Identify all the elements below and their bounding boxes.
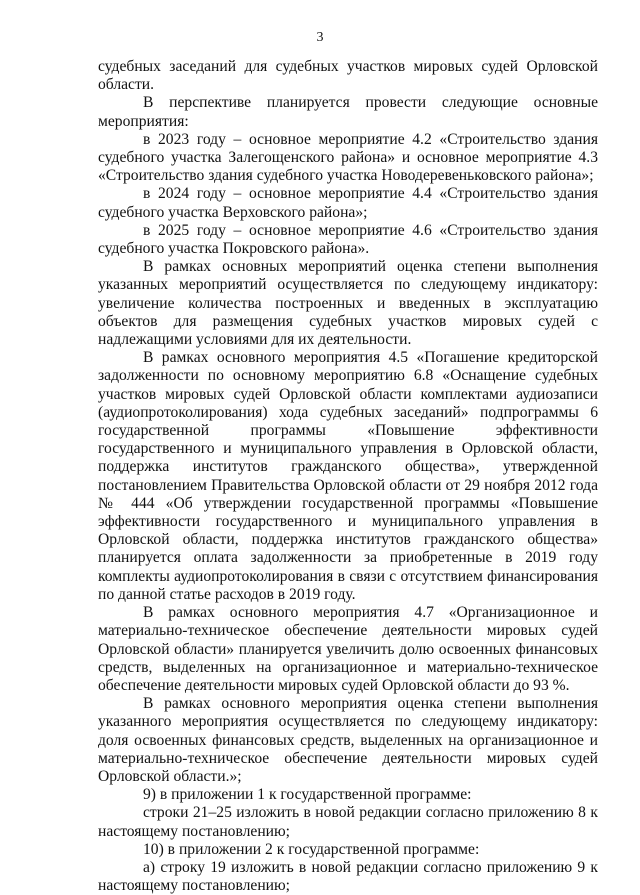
- paragraph: В рамках основного мероприятия 4.5 «Погашение кредиторской задолженности по основному мероприятию 6.8 «Оснащение судебных участков мировых судей Орловской области комплектами аудиозаписи (аудиопротоколирования) хода судебных заседаний» подпрограммы 6 государственной программы «Повышение эффективности государственного и муниципального управления в Орловской области, поддержка институтов гражданского общества», утвержденной постановлением Правительства Орловской области от 29 ноября 2012 года № 444 «Об утверждении государственной программы «Повышение эффективности государственного и муниципального управления в Орловской области, поддержка институтов гражданского общества» планируется оплата задолженности за приобретенные в 2019 году комплекты аудиопротоколирования в связи с отсутствием финансирования по данной статье расходов в 2019 году.: [98, 349, 598, 603]
- paragraph: в 2025 году – основное мероприятие 4.6 «Строительство здания судебного участка Покровского района».: [98, 221, 598, 258]
- paragraph: В рамках основных мероприятий оценка степени выполнения указанных мероприятий осуществляется по следующему индикатору: увеличение количества построенных и введенных в эксплуатацию объектов для размещения судебных участков мировых судей с надлежащими условиями для их деятельности.: [98, 258, 598, 349]
- paragraph: 10) в приложении 2 к государственной программе:: [143, 840, 480, 858]
- paragraph: В перспективе планируется провести следующие основные мероприятия:: [98, 94, 598, 130]
- document-body: [98, 58, 598, 895]
- paragraph: В рамках основного мероприятия оценка степени выполнения указанного мероприятия осуществляется по следующему индикатору: доля освоенных финансовых средств, выделенных на организационное и материально-техническое обеспечение деятельности мировых судей Орловской области.»;: [98, 695, 598, 785]
- paragraph: строки 21–25 изложить в новой редакции согласно приложению 8 к настоящему постановлению;: [98, 804, 598, 840]
- paragraph: 9) в приложении 1 к государственной программе:: [143, 786, 472, 804]
- paragraph: судебных заседаний для судебных участков мировых судей Орловской области.: [98, 58, 598, 94]
- paragraph: в 2024 году – основное мероприятие 4.4 «Строительство здания судебного участка Верховского района»;: [98, 185, 598, 221]
- paragraph: В рамках основного мероприятия 4.7 «Организационное и материально-техническое обеспечение деятельности мировых судей Орловской области» планируется увеличить долю освоенных финансовых средств, выделенных на организационное и материально-техническое обеспечение деятельности мировых судей Орловской области до 93 %.: [98, 604, 598, 694]
- page-number: 3: [316, 30, 324, 45]
- paragraph: в 2023 году – основное мероприятие 4.2 «Строительство здания судебного участка Залегощенского района» и основное мероприятие 4.3 «Строительство здания судебного участка Новодеревеньковского района»;: [98, 130, 598, 185]
- paragraph: а) строку 19 изложить в новой редакции согласно приложению 9 к настоящему постановлению;: [98, 858, 598, 895]
